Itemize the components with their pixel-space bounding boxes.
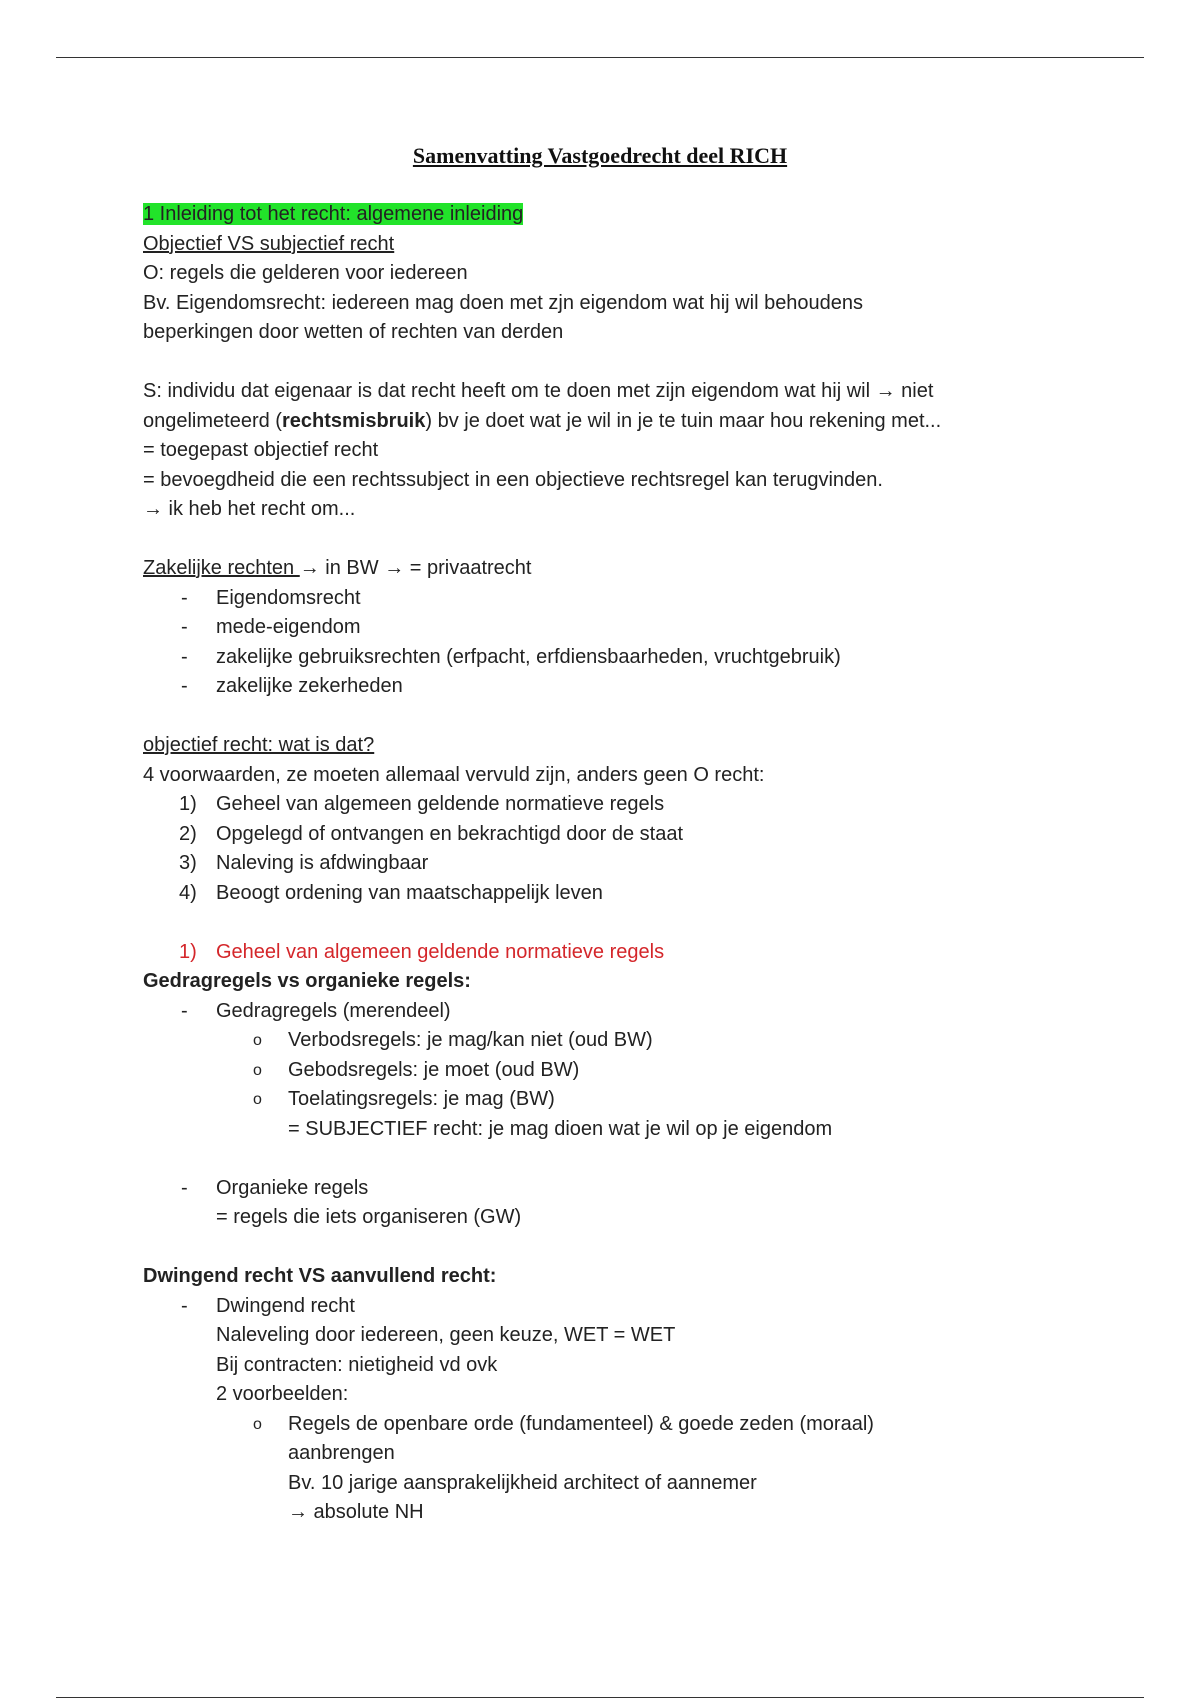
sub-heading-objectief-subjectief: Objectief VS subjectief recht xyxy=(143,232,395,255)
list-item: - mede-eigendom xyxy=(181,616,361,638)
list-item: - Organieke regels xyxy=(181,1176,369,1199)
sub-list-item: o Toelatingsregels: je mag (BW) xyxy=(253,1088,555,1110)
list-note: 2 voorbeelden: xyxy=(216,1383,349,1405)
paragraph-line: → ik heb het recht om... xyxy=(143,498,356,520)
sub-list-note: Bv. 10 jarige aansprakelijkheid architect of aannemer xyxy=(288,1471,757,1494)
zakelijke-rechten-heading: Zakelijke rechten → in BW → = privaatrecht xyxy=(143,557,532,579)
sub-list-note: → absolute NH xyxy=(288,1501,424,1523)
numbered-item: 1) Geheel van algemeen geldende normatieve regels xyxy=(179,793,665,815)
paragraph-line: O: regels die gelderen voor iedereen xyxy=(143,262,468,284)
list-note: = regels die iets organiseren (GW) xyxy=(216,1206,522,1228)
objectief-recht-heading: objectief recht: wat is dat? xyxy=(143,734,375,756)
sub-list-item: o Gebodsregels: je moet (oud BW) xyxy=(253,1058,580,1081)
paragraph-line: = bevoegdheid die een rechtssubject in een objectieve rechtsregel kan terugvinden. xyxy=(143,468,883,491)
list-item: - Gedragregels (merendeel) xyxy=(181,999,451,1022)
bottom-rule xyxy=(56,1697,1144,1698)
numbered-item: 3) Naleving is afdwingbaar xyxy=(179,852,429,874)
section-heading: 1 Inleiding tot het recht: algemene inleiding xyxy=(143,203,524,225)
top-rule xyxy=(56,57,1144,58)
numbered-item: 4) Beoogt ordening van maatschappelijk leven xyxy=(179,881,603,904)
paragraph-line: Bv. Eigendomsrecht: iedereen mag doen met zjn eigendom wat hij wil behoudens xyxy=(143,291,864,314)
paragraph-line: = toegepast objectief recht xyxy=(143,439,379,461)
document-title: Samenvatting Vastgoedrecht deel RICH xyxy=(412,143,788,168)
list-item: - zakelijke gebruiksrechten (erfpacht, erfdiensbaarheden, vruchtgebruik) xyxy=(181,645,841,668)
list-note: Naleveling door iedereen, geen keuze, WET = WET xyxy=(216,1324,676,1346)
list-item: - zakelijke zekerheden xyxy=(181,675,403,697)
numbered-item: 2) Opgelegd of ontvangen en bekrachtigd door de staat xyxy=(179,822,684,845)
bold-term-rechtsmisbruik: rechtsmisbruik xyxy=(281,409,426,432)
list-note: Bij contracten: nietigheid vd ovk xyxy=(216,1353,498,1376)
sub-list-note: = SUBJECTIEF recht: je mag dioen wat je wil op je eigendom xyxy=(288,1117,833,1140)
list-item: - Eigendomsrecht xyxy=(181,586,361,609)
paragraph-line: 4 voorwaarden, ze moeten allemaal vervuld zijn, anders geen O recht: xyxy=(143,763,765,786)
sub-list-item: o Regels de openbare orde (fundamenteel) & goede zeden (moraal) xyxy=(253,1412,874,1435)
document-body xyxy=(143,200,1073,1528)
list-item: - Dwingend recht xyxy=(181,1294,355,1317)
sub-list-note: aanbrengen xyxy=(288,1442,395,1464)
paragraph-line: ongelimeteerd (rechtsmisbruik) bv je doet wat je wil in je te tuin maar hou rekening met... xyxy=(143,409,942,432)
paragraph-line: S: individu dat eigenaar is dat recht heeft om te doen met zijn eigendom wat hij wil → niet xyxy=(143,380,934,402)
paragraph-line: beperkingen door wetten of rechten van derden xyxy=(143,321,564,343)
red-numbered-heading: 1) Geheel van algemeen geldende normatieve regels xyxy=(179,940,665,963)
gedragregels-heading: Gedragregels vs organieke regels: xyxy=(143,970,471,992)
sub-list-item: o Verbodsregels: je mag/kan niet (oud BW) xyxy=(253,1029,653,1051)
dwingend-recht-heading: Dwingend recht VS aanvullend recht: xyxy=(143,1265,497,1287)
